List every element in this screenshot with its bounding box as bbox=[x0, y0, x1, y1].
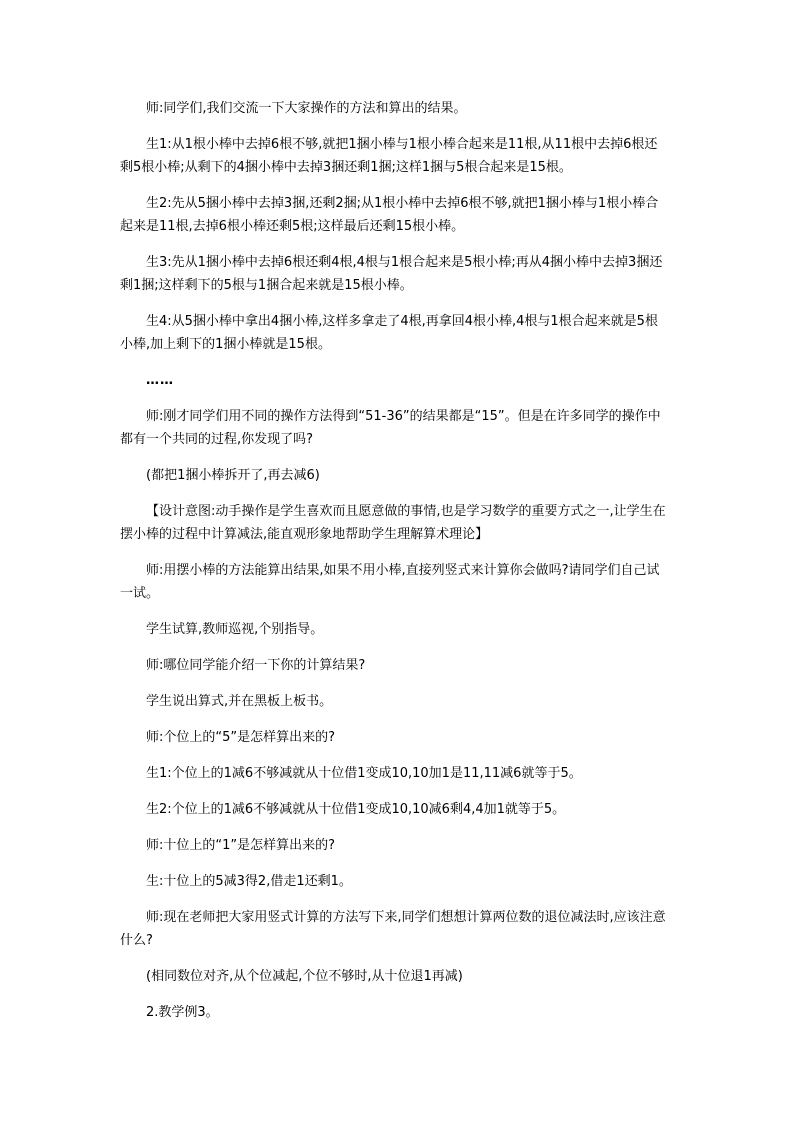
teacher-line-summary-question: 师:现在老师把大家用竖式计算的方法写下来,同学们想想计算两位数的退位减法时,应该注意什么? bbox=[120, 910, 666, 948]
teacher-line-common-process: 师:刚才同学们用不同的操作方法得到“51-36”的结果都是“15”。但是在许多同学的操作中都有一个共同的过程,你发现了吗? bbox=[120, 409, 661, 447]
answer-note-unbundle: (都把1捆小棒拆开了,再去减6) bbox=[146, 468, 320, 483]
teacher-line-vertical-form: 师:用摆小棒的方法能算出结果,如果不用小棒,直接列竖式来计算你会做吗?请同学们自己试一试。 bbox=[120, 563, 660, 601]
student-tens-answer: 生:十位上的5减3得2,借走1还剩1。 bbox=[146, 874, 352, 889]
teacher-line-ones-digit: 师:个位上的“5”是怎样算出来的? bbox=[146, 730, 336, 745]
teacher-line-tens-digit: 师:十位上的“1”是怎样算出来的? bbox=[146, 838, 336, 853]
blackboard-note: 学生说出算式,并在黑板上板书。 bbox=[146, 694, 333, 709]
ellipsis: …… bbox=[146, 373, 174, 388]
teacher-line-introduce: 师:哪位同学能介绍一下你的计算结果? bbox=[146, 658, 366, 673]
student-trial-note: 学生试算,教师巡视,个别指导。 bbox=[146, 622, 324, 637]
design-intent: 【设计意图:动手操作是学生喜欢而且愿意做的事情,也是学习数学的重要方式之一,让学生在摆小棒的过程中计算减法,能直观形象地帮助学生理解算术理论】 bbox=[120, 504, 666, 542]
student3-method: 生3:先从1捆小棒中去掉6根还剩4根,4根与1根合起来是5根小棒;再从4捆小棒中去掉3捆还剩1捆;这样剩下的5根与1捆合起来就是15根小棒。 bbox=[120, 255, 663, 293]
section-heading-example3: 2.教学例3。 bbox=[146, 1005, 219, 1020]
student1-method: 生1:从1根小棒中去掉6根不够,就把1捆小棒与1根小棒合起来是11根,从11根中去掉6根还剩5根小棒;从剩下的4捆小棒中去掉3捆还剩1捆;这样1捆与5根合起来是15根。 bbox=[120, 137, 658, 175]
student1-ones-answer: 生1:个位上的1减6不够减就从十位借1变成10,10加1是11,11减6就等于5。 bbox=[146, 766, 582, 781]
summary-answer: (相同数位对齐,从个位减起,个位不够时,从十位退1再减) bbox=[146, 969, 463, 984]
student2-method: 生2:先从5捆小棒中去掉3捆,还剩2捆;从1根小棒中去掉6根不够,就把1捆小棒与1根小棒合起来是11根,去掉6根小棒还剩5根;这样最后还剩15根小棒。 bbox=[120, 196, 659, 234]
student2-ones-answer: 生2:个位上的1减6不够减就从十位借1变成10,10减6剩4,4加1就等于5。 bbox=[146, 802, 566, 817]
student4-method: 生4:从5捆小棒中拿出4捆小棒,这样多拿走了4根,再拿回4根小棒,4根与1根合起来就是5根小棒,加上剩下的1捆小棒就是15根。 bbox=[120, 314, 658, 352]
teacher-line-exchange: 师:同学们,我们交流一下大家操作的方法和算出的结果。 bbox=[146, 101, 467, 116]
